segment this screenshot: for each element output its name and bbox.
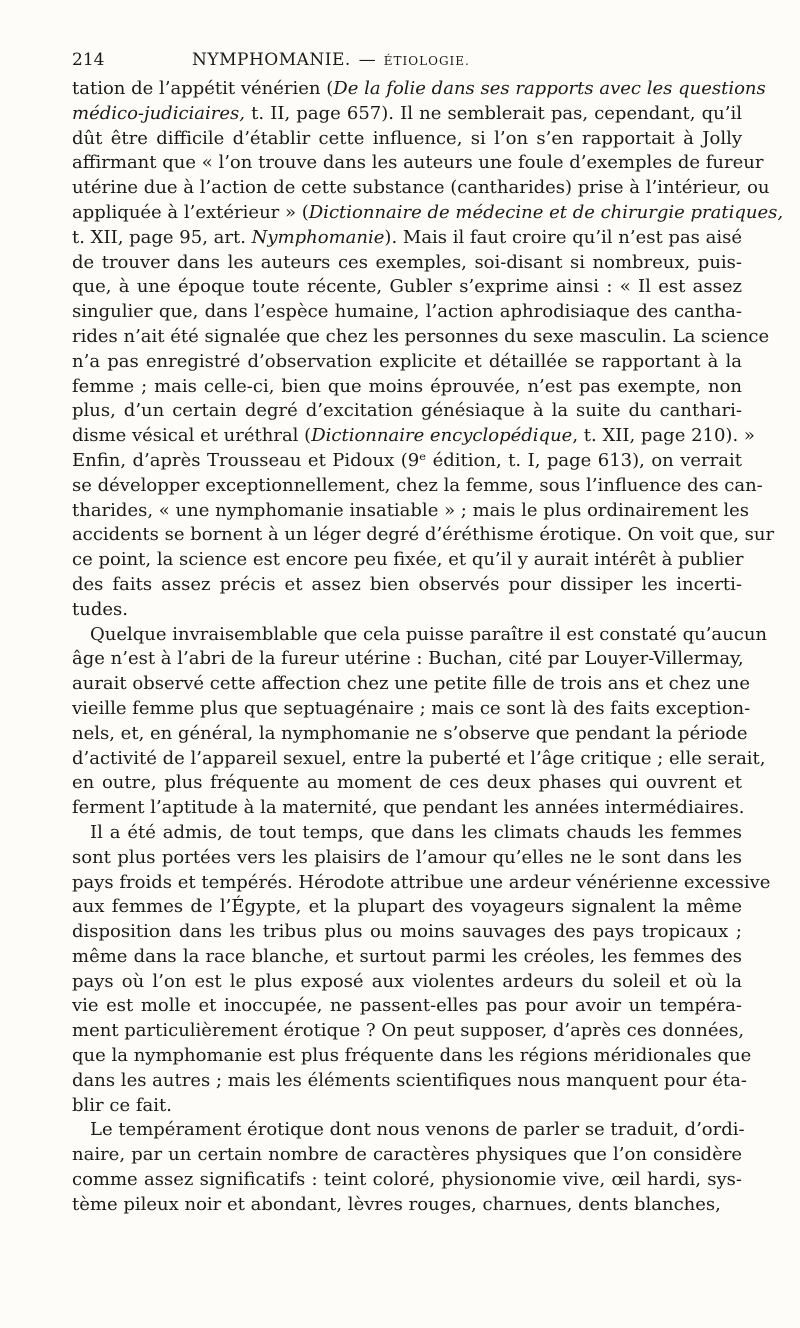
text-span: t. II, page 657). Il ne semblerait pas, cependant, qu’il [245, 102, 742, 124]
text-span: dût être difficile d’établir cette influence, si l’on s’en rapportait à Jolly [72, 127, 742, 149]
text-span: que la nymphomanie est plus fréquente dans les régions méridionales que [72, 1045, 752, 1067]
text-line [72, 697, 751, 722]
text-line [72, 399, 742, 424]
text-line [72, 598, 742, 623]
text-line [72, 895, 742, 920]
text-line [72, 375, 742, 400]
text-line [72, 77, 766, 102]
text-line [72, 102, 742, 127]
text-line [72, 424, 755, 449]
text-span: disposition dans les tribus plus ou moins sauvages des pays tropicaux ; [72, 921, 742, 943]
text-span: se développer exceptionnellement, chez la femme, sous l’influence des can- [72, 474, 763, 496]
text-line [72, 275, 742, 300]
text-line [72, 1019, 745, 1044]
text-span: pays où l’on est le plus exposé aux violentes ardeurs du soleil et où la [72, 970, 742, 992]
text-span: , t. XII, page 210). » [572, 425, 755, 447]
text-line [72, 623, 768, 648]
text-line [72, 970, 742, 995]
paragraph [72, 1118, 745, 1217]
text-span: sont plus portées vers les plaisirs de l’amour qu’elles ne le sont dans les [72, 846, 742, 868]
text-line [72, 647, 742, 672]
text-span: femme ; mais celle-ci, bien que moins éprouvée, n’est pas exempte, non [72, 375, 742, 397]
text-span: pays froids et tempérés. Hérodote attribue une ardeur vénérienne excessive [72, 871, 771, 893]
text-span: Enfin, d’après Trousseau et Pidoux (9ᵉ édition, t. I, page 613), on verrait [72, 449, 742, 471]
text-span: des faits assez précis et assez bien observés pour dissiper les incerti- [72, 573, 742, 595]
text-line [72, 573, 742, 598]
text-span: vie est molle et inoccupée, ne passent-elles pas pour avoir un tempéra- [72, 995, 742, 1017]
text-line [72, 548, 742, 573]
text-span: De la folie dans ses rapports avec les questions [333, 78, 766, 99]
text-span: accidents se bornent à un léger degré d’éréthisme érotique. On voit que, sur [72, 524, 775, 546]
text-span: comme assez significatifs : teint coloré, physionomie vive, œil hardi, sys- [72, 1169, 742, 1191]
text-line [72, 325, 770, 350]
text-span: tharides, « une nymphomanie insatiable » ; mais le plus ordinairement les [72, 499, 750, 521]
text-line [72, 1044, 752, 1069]
text-span: tation de l’appétit vénérien ( [72, 78, 334, 99]
text-line [72, 251, 742, 276]
text-span: âge n’est à l’abri de la fureur utérine : Buchan, cité par Louyer-Villermay, [72, 648, 744, 670]
text-span: Dictionnaire encyclopédique [311, 425, 573, 447]
page-number: 214 [72, 50, 105, 70]
text-span: disme vésical et uréthral ( [72, 425, 312, 447]
text-span: ment particulièrement érotique ? On peut supposer, d’après ces données, [72, 1020, 745, 1042]
text-line [72, 871, 771, 896]
text-line [72, 1193, 742, 1218]
text-line [72, 151, 764, 176]
text-line [72, 474, 763, 499]
text-span: ferment l’aptitude à la maternité, que pendant les années intermédiaires. [72, 797, 745, 819]
text-span: tème pileux noir et abondant, lèvres rouges, charnues, dents blanches, [72, 1193, 721, 1215]
text-span: appliquée à l’extérieur » ( [72, 201, 309, 223]
text-line [72, 449, 742, 474]
text-line [72, 201, 784, 226]
paragraph [72, 77, 784, 623]
paragraph [72, 623, 768, 821]
text-span: médico-judiciaires, [72, 102, 245, 124]
text-span: t. XII, page 95, art. [72, 226, 252, 248]
text-line [72, 127, 742, 152]
body-text [72, 77, 784, 1218]
text-span: n’a pas enregistré d’observation explicite et détaillée se rapportant à la [72, 350, 742, 372]
text-line [72, 771, 742, 796]
text-span: de trouver dans les auteurs ces exemples, soi-disant si nombreux, puis- [72, 251, 742, 273]
text-span: aurait observé cette affection chez une petite fille de trois ans et chez une [72, 673, 751, 695]
header-dash: — [358, 50, 376, 70]
text-line [72, 846, 742, 871]
text-line [72, 672, 751, 697]
text-line [72, 796, 745, 821]
text-line [72, 821, 742, 846]
text-span: affirmant que « l’on trouve dans les auteurs une foule d’exemples de fureur [72, 152, 764, 174]
text-span: tudes. [72, 598, 128, 620]
paragraph [72, 821, 771, 1119]
text-span: ce point, la science est encore peu fixée, et qu’il y aurait intérêt à publier [72, 549, 744, 571]
text-line [72, 176, 770, 201]
text-line [72, 226, 742, 251]
text-line [72, 350, 742, 375]
text-span: même dans la race blanche, et surtout parmi les créoles, les femmes des [72, 945, 742, 967]
text-line [72, 945, 742, 970]
text-line [72, 722, 748, 747]
text-span: Dictionnaire de médecine et de chirurgie pratiques, [308, 201, 784, 223]
text-line [72, 1069, 747, 1094]
text-line [72, 523, 775, 548]
text-span: Il a été admis, de tout temps, que dans les climats chauds les femmes [90, 821, 742, 843]
text-span: ). Mais il faut croire qu’il n’est pas aisé [384, 226, 743, 248]
book-page [72, 48, 784, 1218]
text-span: dans les autres ; mais les éléments scientifiques nous manquent pour éta- [72, 1069, 747, 1091]
text-span: singulier que, dans l’espèce humaine, l’action aphrodisiaque des cantha- [72, 301, 742, 323]
text-span: blir ce fait. [72, 1094, 172, 1116]
text-span: utérine due à l’action de cette substance (cantharides) prise à l’intérieur, ou [72, 177, 770, 199]
text-span: d’activité de l’appareil sexuel, entre la puberté et l’âge critique ; elle serait, [72, 747, 766, 769]
text-span: Le tempérament érotique dont nous venons de parler se traduit, d’ordi- [90, 1119, 745, 1141]
text-span: naire, par un certain nombre de caractères physiques que l’on considère [72, 1144, 742, 1166]
text-line [72, 920, 742, 945]
text-line [72, 1168, 742, 1193]
text-line [72, 1118, 745, 1143]
text-span: Nymphomanie [251, 226, 385, 248]
text-line [72, 499, 750, 524]
text-span: en outre, plus fréquente au moment de ces deux phases qui ouvrent et [72, 772, 742, 794]
text-span: nels, et, en général, la nymphomanie ne s’observe que pendant la période [72, 722, 748, 744]
text-line [72, 994, 742, 1019]
running-header [72, 48, 742, 73]
text-span: rides n’ait été signalée que chez les personnes du sexe masculin. La science [72, 325, 770, 347]
text-span: vieille femme plus que septuagénaire ; mais ce sont là des faits exception- [72, 697, 751, 719]
text-line [72, 300, 742, 325]
text-span: Quelque invraisemblable que cela puisse paraître il est constaté qu’aucun [90, 623, 768, 645]
text-span: que, à une époque toute récente, Gubler s’exprime ainsi : « Il est assez [72, 276, 742, 298]
text-span: aux femmes de l’Égypte, et la plupart des voyageurs signalent la même [72, 896, 742, 918]
text-line [72, 1143, 742, 1168]
text-span: plus, d’un certain degré d’excitation génésiaque à la suite du canthari- [72, 400, 742, 422]
running-title: NYMPHOMANIE. [192, 50, 351, 70]
text-line [72, 747, 766, 772]
text-line [72, 1094, 742, 1119]
section-title: ÉTIOLOGIE. [383, 54, 470, 68]
